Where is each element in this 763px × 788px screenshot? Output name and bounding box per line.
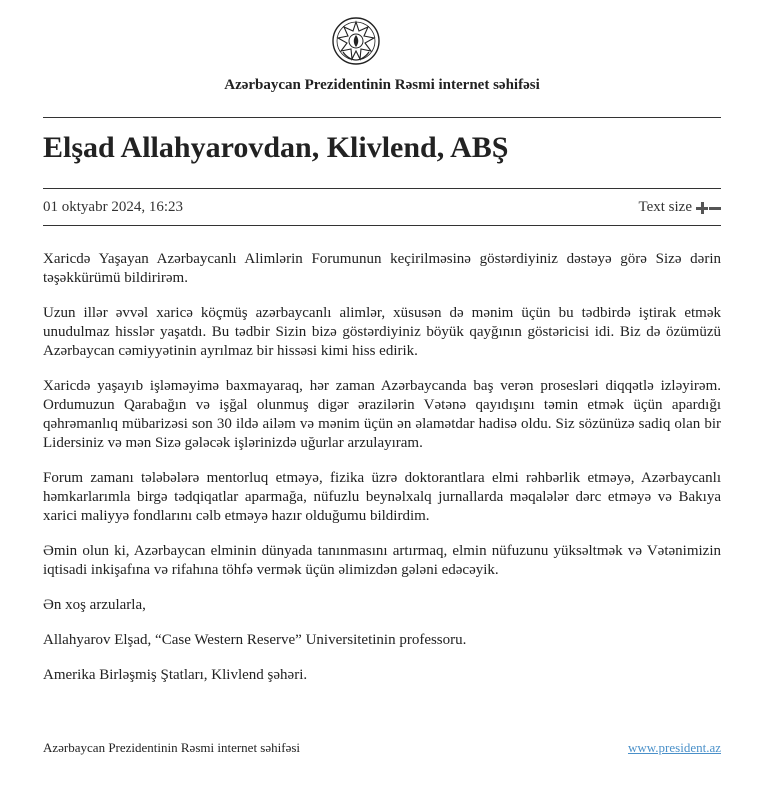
article-date: 01 oktyabr 2024, 16:23 [43, 199, 183, 215]
paragraph: Əmin olun ki, Azərbaycan elminin dünyada tanınmasını artırmaq, elmin nüfuzunu yüksəltmək və Vətənimizin iqtisadi inkişafına və rifahına töhfə vermək üçün əlimizdən gələni edəcəyik. [43, 543, 721, 578]
meta-divider [43, 225, 721, 226]
header-divider [43, 117, 721, 118]
paragraph: Xaricdə yaşayıb işləməyimə baxmayaraq, hər zaman Azərbaycanda baş verən prosesləri diqqətlə izləyirəm. Ordumuzun Qarabağın və işğal olunmuş digər ərazilərin Vətənə qayıdışını təmin etmək üçün apardığı qəhrəmanlıq mübarizəsi son 30 ildə ailəm və mənim üçün ən əlamətdar hadisə oldu. Siz sözünüzə sadiq olan bir Lidersiniz və mən Sizə gələcək işlərinizdə uğurlar arzulayıram. [43, 378, 721, 451]
site-title: Azərbaycan Prezidentinin Rəsmi internet səhifəsi [224, 77, 540, 93]
article-meta [43, 199, 721, 217]
paragraph: Xaricdə Yaşayan Azərbaycanlı Alimlərin Forumunun keçirilməsinə göstərdiyiniz dəstəyə görə Sizə dərin təşəkkürümü bildirirəm. [43, 251, 721, 286]
paragraph: Forum zamanı tələbələrə mentorluq etməyə, fizika üzrə doktorantlara elmi rəhbərlik etməyə, Azərbaycanlı həmkarlarımla birgə tədqiqatlar aparmağa, nüfuzlu beynəlxalq jurnallarda məqalələr dərc etməyə və Bakıya xarici maliyyə fondlarını cəlb etməyə hazır olduğumu bildirdim. [43, 470, 721, 524]
text-size-label: Text size [638, 199, 692, 215]
article-title: Elşad Allahyarovdan, Klivlend, ABŞ [43, 131, 509, 164]
footer-site-name: Azərbaycan Prezidentinin Rəsmi internet səhifəsi [43, 740, 301, 755]
text-size-increase-icon[interactable] [696, 202, 708, 214]
paragraph: Ən xoş arzularla, [43, 597, 146, 613]
footer-link[interactable]: www.president.az [627, 740, 721, 755]
title-divider [43, 188, 721, 189]
paragraph: Amerika Birləşmiş Ştatları, Klivlend şəhəri. [43, 667, 308, 683]
state-emblem-icon [331, 16, 381, 66]
article-body [43, 250, 721, 701]
paragraph: Uzun illər əvvəl xaricə köçmüş azərbaycanlı alimlər, xüsusən də mənim üçün bu tədbirdə iştirak etmək unudulmaz hisslər yaşatdı. Bu tədbir Sizin bizə göstərdiyiniz böyük qayğının göstəricisi idi. Biz də özümüzü Azərbaycan cəmiyyətinin ayrılmaz bir hissəsi kimi hiss edirik. [43, 305, 721, 359]
text-size-control [638, 199, 721, 216]
paragraph: Allahyarov Elşad, “Case Western Reserve” Universitetinin professoru. [43, 632, 467, 648]
text-size-decrease-icon[interactable] [709, 202, 721, 214]
